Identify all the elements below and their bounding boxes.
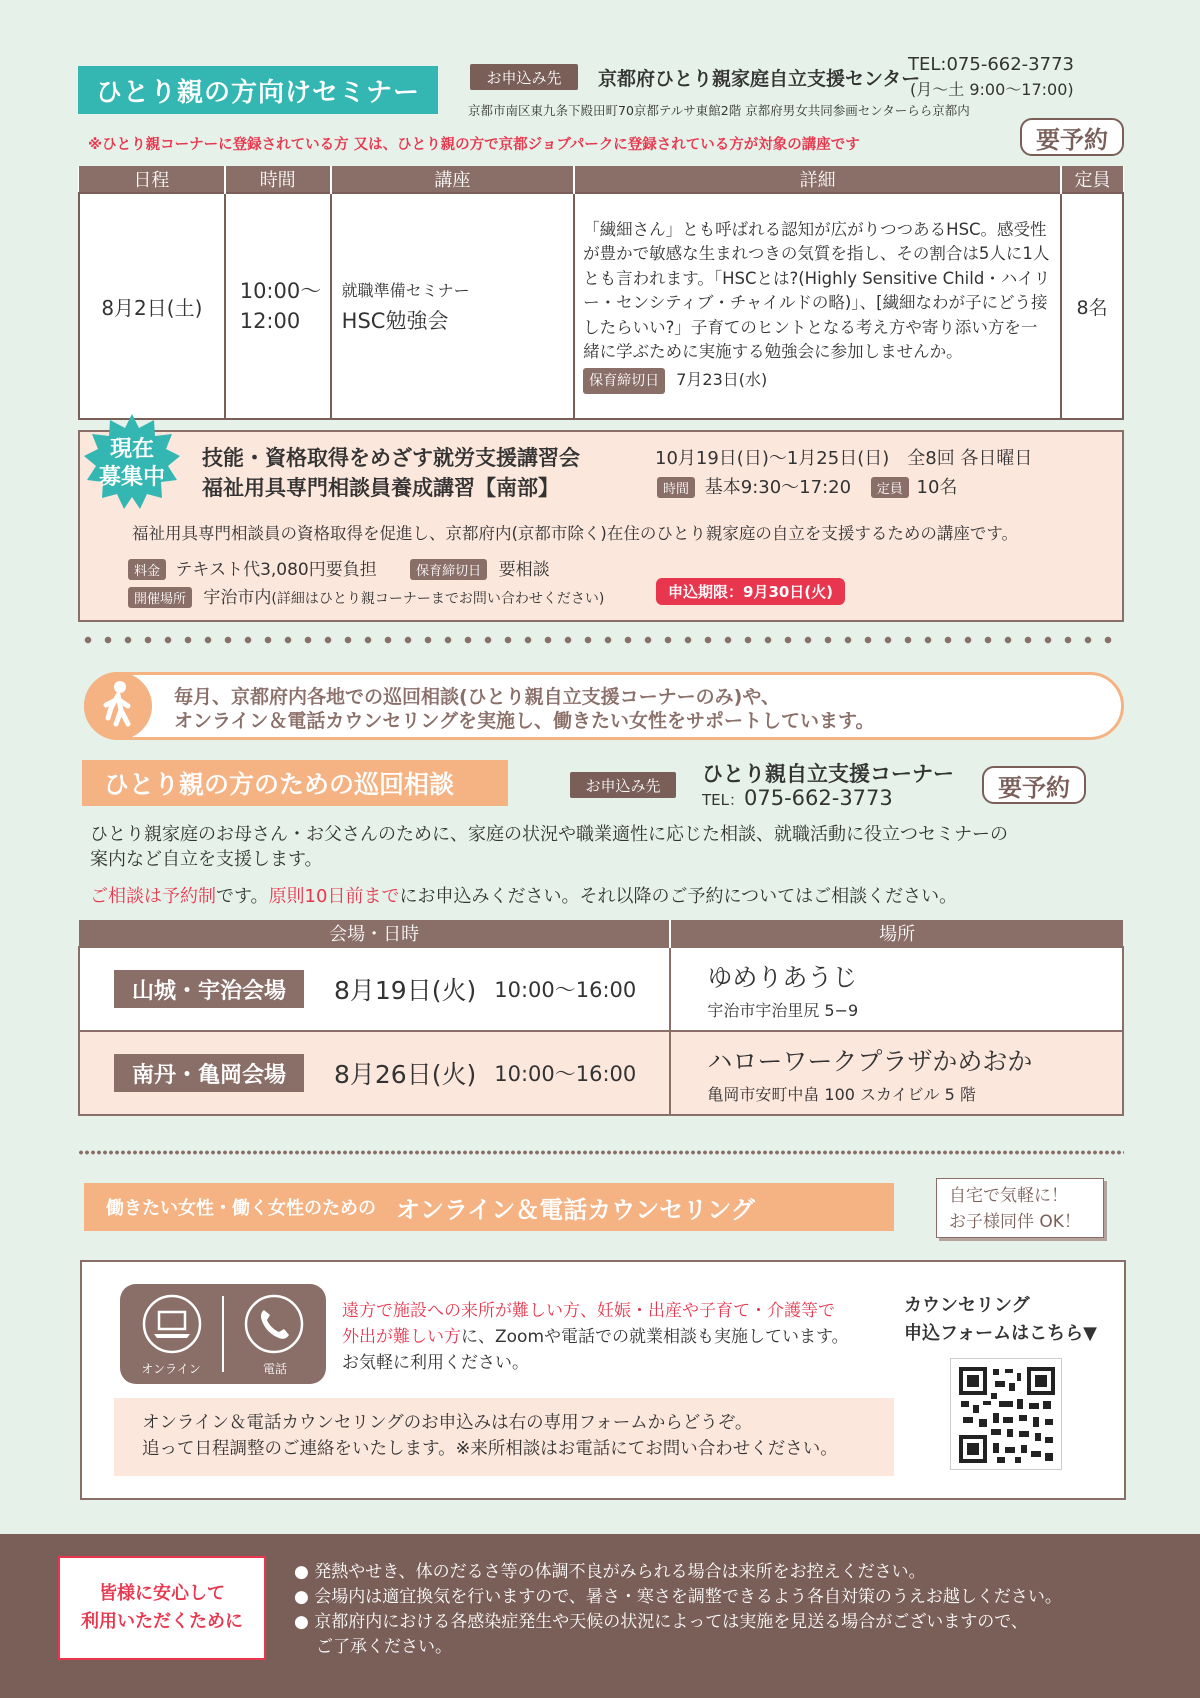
- seminar-hours: (月〜土 9:00〜17:00): [910, 80, 1074, 99]
- venue-1-place: ゆめりあうじ: [707, 962, 858, 992]
- seminar-header-course: 講座: [331, 166, 574, 193]
- seminar-header-capacity: 定員: [1061, 166, 1123, 193]
- qr-code[interactable]: [950, 1358, 1062, 1470]
- banner-line2: オンライン＆電話カウンセリングを実施し、働きたい女性をサポートしています。: [174, 710, 875, 732]
- counseling-desc3: お気軽に利用ください。: [342, 1353, 529, 1373]
- mobile-title: ひとり親の方のための巡回相談: [82, 760, 508, 806]
- table-row: [79, 193, 1123, 419]
- recruit-description: 福祉用具専門相談員の資格取得を促進し、京都府内(京都市除く)在住のひとり親家庭の自立を支援するための講座です。: [132, 524, 1019, 543]
- banner-line1: 毎月、京都府内各地での巡回相談(ひとり親自立支援コーナーのみ)や、: [174, 686, 780, 708]
- mobile-org: ひとり親自立支援コーナー: [702, 762, 954, 786]
- seminar-org: 京都府ひとり親家庭自立支援センター: [598, 68, 921, 90]
- counseling-red2: 外出が難しい方: [342, 1327, 461, 1347]
- seminar-detail: [574, 193, 1061, 419]
- walking-person-icon: [84, 672, 152, 740]
- counseling-form-note: [114, 1398, 894, 1476]
- footer-box-line2: 利用いただくために: [81, 1611, 243, 1632]
- venue-header-place: 場所: [670, 920, 1123, 947]
- qr-label-line1: カウンセリング: [904, 1295, 1030, 1316]
- counseling-desc2: に、Zoomや電話での就業相談も実施しています。: [461, 1327, 849, 1347]
- dotted-divider: [78, 635, 1124, 645]
- recruit-deadline: 申込期限：9月30日(火): [656, 578, 845, 605]
- seminar-address: 京都市南区東九条下殿田町70京都テルサ東館2階 京都府男女共同参画センターらら京都内: [468, 103, 970, 118]
- counseling-form-line2: 追って日程調整のご連絡をいたします。※来所相談はお電話にてお問い合わせください。: [142, 1439, 838, 1459]
- recruit-venue-tag: 開催場所: [128, 587, 192, 608]
- qr-code-icon: [959, 1367, 1055, 1463]
- seminar-reservation-badge: 要予約: [1020, 118, 1124, 156]
- venue-table: [78, 920, 1124, 1116]
- footer-item: ご了承ください。: [316, 1637, 452, 1657]
- seminar-tel: TEL:075-662-3773: [908, 54, 1074, 75]
- venue-1-date: 8月19日(火): [334, 976, 477, 1005]
- venue-2-date: 8月26日(火): [334, 1060, 477, 1089]
- venue-2-address: 亀岡市安町中畠 100 スカイビル 5 階: [707, 1084, 976, 1104]
- footer-notes: [294, 1560, 1062, 1660]
- phone-icon: [244, 1294, 304, 1354]
- table-row: [79, 1031, 1123, 1115]
- counseling-tag-line2: お子様同伴 OK！: [949, 1212, 1081, 1232]
- venue-2-datetime: [79, 1031, 670, 1115]
- counseling-title-big: オンライン＆電話カウンセリング: [396, 1195, 755, 1224]
- icon-label-phone: 電話: [262, 1362, 287, 1376]
- mobile-desc2: 案内など自立を支援します。: [90, 849, 323, 870]
- recruit-childcare-tag: 保育締切日: [410, 559, 487, 580]
- seminar-course: [331, 193, 574, 419]
- recruit-title1: 技能・資格取得をめざす就労支援講習会: [202, 446, 580, 470]
- mobile-tel-row: [702, 786, 893, 810]
- seminar-course-main: HSC勉強会: [341, 308, 449, 333]
- recruit-period: 10月19日(日)〜1月25日(日) 全8回 各日曜日: [655, 448, 1033, 469]
- footer-box: [58, 1556, 266, 1660]
- footer-item: ● 京都府内における各感染症発生や天候の状況によっては実施を見送る場合がございますので、: [294, 1612, 1028, 1632]
- footer-item: ● 会場内は適宜換気を行いますので、暑さ・寒さを調整できるよう各自対策のうえお越しください。: [294, 1587, 1062, 1607]
- recruit-venue-main: 宇治市内: [203, 588, 272, 608]
- icon-label-online: オンライン: [141, 1362, 201, 1376]
- recruit-badge-line1: 現在: [109, 437, 154, 462]
- counseling-red1: 遠方で施設への来所が難しい方、妊娠・出産や子育て・介護等で: [342, 1301, 835, 1321]
- mobile-note-red1: ご相談は予約制: [90, 886, 216, 907]
- seminar-time-start: 10:00〜: [239, 279, 322, 303]
- counseling-tag-line1: 自宅で気軽に！: [949, 1186, 1068, 1206]
- seminar-time-end: 12:00: [239, 309, 301, 333]
- seminar-header-date: 日程: [79, 166, 225, 193]
- seminar-title: ひとり親の方向けセミナー: [78, 66, 438, 114]
- mobile-tel-label: TEL：: [702, 791, 744, 809]
- venue-1-datetime: [79, 947, 670, 1031]
- venue-2-time: 10:00〜16:00: [494, 1062, 637, 1086]
- childcare-deadline-tag: 保育締切日: [583, 368, 665, 395]
- table-row: [79, 947, 1123, 1031]
- qr-label-line2: 申込フォームはこちら▼: [904, 1323, 1097, 1344]
- seminar-apply-tag: お申込み先: [470, 64, 578, 90]
- mobile-note-red2: 原則10日前まで: [268, 886, 400, 907]
- recruit-childcare: 要相談: [498, 560, 550, 580]
- mobile-note-mid1: です。: [216, 886, 269, 907]
- footer-box-line1: 皆様に安心して: [99, 1583, 225, 1604]
- venue-1-name: 山城・宇治会場: [114, 970, 304, 1008]
- venue-1-location: [670, 947, 1123, 1031]
- footer-item: ● 発熱やせき、体のだるさ等の体調不良がみられる場合は来所をお控えください。: [294, 1562, 926, 1582]
- venue-2-place: ハローワークプラザかめおか: [707, 1046, 1033, 1076]
- recruit-venue-note: (詳細はひとり親コーナーまでお問い合わせください): [271, 591, 605, 607]
- recruit-time-row: [657, 473, 957, 499]
- counseling-desc: [342, 1298, 849, 1376]
- qr-label: [904, 1292, 1097, 1348]
- counseling-title-small: 働きたい女性・働く女性のための: [106, 1198, 376, 1219]
- recruit-capacity: 10名: [916, 477, 958, 498]
- recruit-capacity-tag: 定員: [871, 477, 909, 498]
- seminar-notice: ※ひとり親コーナーに登録されている方 又は、ひとり親の方で京都ジョブパークに登録されている方が対象の講座です: [88, 137, 860, 153]
- seminar-course-sub: 就職準備セミナー: [341, 280, 470, 300]
- counseling-tagline: [936, 1178, 1104, 1238]
- seminar-header-time: 時間: [225, 166, 331, 193]
- childcare-deadline: 7月23日(水): [676, 369, 768, 389]
- mobile-reservation-badge: 要予約: [982, 766, 1086, 804]
- recruit-badge-line2: 募集中: [98, 465, 165, 490]
- recruit-fee-tag: 料金: [128, 559, 166, 580]
- mobile-tel: 075-662-3773: [744, 786, 893, 810]
- venue-2-name: 南丹・亀岡会場: [114, 1054, 304, 1092]
- recruit-time-tag: 時間: [657, 477, 695, 498]
- recruit-title2: 福祉用具専門相談員養成講習【南部】: [202, 476, 559, 500]
- recruit-time: 基本9:30〜17:20: [704, 477, 852, 498]
- counseling-title: [84, 1183, 894, 1231]
- laptop-icon: [142, 1294, 202, 1354]
- mobile-apply-tag: お申込み先: [570, 772, 676, 798]
- recruit-badge: [84, 414, 180, 510]
- mobile-note-mid2: にお申込みください。それ以降のご予約についてはご相談ください。: [399, 886, 958, 907]
- seminar-capacity: 8名: [1061, 193, 1123, 419]
- seminar-date: 8月2日(土): [79, 193, 225, 419]
- venue-1-address: 宇治市宇治里尻 5−9: [707, 1000, 859, 1020]
- venue-1-time: 10:00〜16:00: [494, 978, 637, 1002]
- mobile-note: [90, 882, 957, 908]
- venue-2-location: [670, 1031, 1123, 1115]
- recruit-fee-row: [128, 555, 550, 580]
- counseling-icon-panel: [120, 1284, 326, 1384]
- seminar-detail-text: 「繊細さん」とも呼ばれる認知が広がりつつあるHSC。感受性が豊かで敏感な生まれつきの気質を指し、その割合は5人に1人とも言われます。「HSCとは?(Highly Sensitive Child・ハイリー・センシティブ・チャイルドの略)」、[繊細なわが子にどう接したらいい?」子育てのヒントとなる考え方や寄り添い方を一緒に学ぶために実施する勉強会に参加しませんか。: [583, 219, 1051, 362]
- seminar-header-detail: 詳細: [574, 166, 1061, 193]
- dotted-line-divider: [78, 1150, 1124, 1155]
- seminar-time: [225, 193, 331, 419]
- seminar-table: [78, 166, 1124, 420]
- counseling-form-line1: オンライン＆電話カウンセリングのお申込みは右の専用フォームからどうぞ。: [142, 1413, 753, 1433]
- recruit-venue-row: [128, 583, 604, 608]
- recruit-fee: テキスト代3,080円要負担: [175, 560, 377, 580]
- venue-header-datetime: 会場・日時: [79, 920, 670, 947]
- mobile-desc1: ひとり親家庭のお母さん・お父さんのために、家庭の状況や職業適性に応じた相談、就職活動に役立つセミナーの: [90, 824, 1008, 845]
